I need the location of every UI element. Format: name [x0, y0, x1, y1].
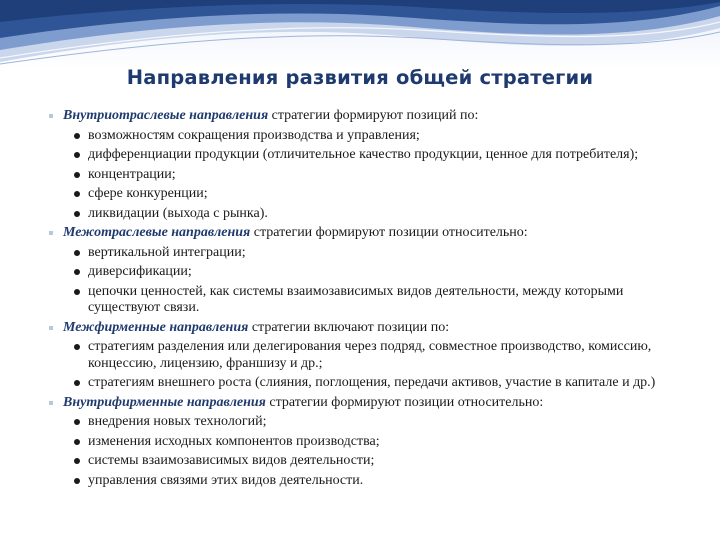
- section-bullet-icon: [49, 114, 53, 118]
- section-text: стратегии формируют позиции относительно:: [250, 225, 528, 240]
- list-item: возможностям сокращения производства и управления;: [46, 128, 676, 145]
- section-text: стратегии формируют позиции относительно:: [265, 394, 544, 410]
- bullet-dot-icon: [74, 152, 80, 158]
- bullet-dot-icon: [74, 439, 80, 445]
- bullet-dot-icon: [74, 250, 80, 256]
- list-item: внедрения новых технологий;: [46, 414, 676, 431]
- section-heading: Межотраслевые направления: [63, 225, 251, 240]
- bullet-dot-icon: [74, 211, 80, 217]
- header-wave-decoration: [0, 0, 720, 70]
- bullet-dot-icon: [74, 172, 80, 178]
- list-item: диверсификации;: [46, 264, 676, 281]
- bullet-list: [46, 414, 676, 489]
- list-item: цепочки ценностей, как системы взаимозависимых видов деятельности, между которыми существуют связи.: [46, 284, 676, 317]
- list-item: изменения исходных компонентов производства;: [46, 434, 676, 451]
- section-heading: Внутрифирменные направления: [63, 394, 266, 410]
- section-text: стратегии формируют позиций по:: [268, 108, 479, 123]
- bullet-dot-icon: [74, 478, 80, 484]
- section-bullet-icon: [49, 231, 53, 235]
- bullet-dot-icon: [74, 269, 80, 275]
- section-inter-firm: [46, 320, 676, 337]
- bullet-dot-icon: [74, 380, 80, 386]
- bullet-dot-icon: [74, 419, 80, 425]
- list-item: сфере конкуренции;: [46, 186, 676, 203]
- list-item: концентрации;: [46, 167, 676, 184]
- list-item: стратегиям разделения или делегирования через подряд, совместное производство, комиссию, концессию, лицензию, франшизу и др.;: [46, 339, 676, 372]
- bullet-list: [46, 339, 676, 392]
- bullet-list: [46, 245, 676, 317]
- section-bullet-icon: [49, 401, 53, 405]
- bullet-dot-icon: [74, 458, 80, 464]
- section-bullet-icon: [49, 326, 53, 330]
- list-item: ликвидации (выхода с рынка).: [46, 206, 676, 223]
- list-item: системы взаимозависимых видов деятельности;: [46, 453, 676, 470]
- bullet-dot-icon: [74, 191, 80, 197]
- section-heading: Межфирменные направления: [63, 319, 249, 335]
- bullet-dot-icon: [74, 344, 80, 350]
- section-intra-firm: [46, 395, 676, 412]
- bullet-dot-icon: [74, 289, 80, 295]
- section-heading: Внутриотраслевые направления: [63, 108, 269, 123]
- list-item: вертикальной интеграции;: [46, 245, 676, 262]
- bullet-dot-icon: [74, 133, 80, 139]
- section-text: стратегии включают позиции по:: [248, 319, 450, 335]
- section-intra-industry: [46, 108, 676, 125]
- slide-title: Направления развития общей стратегии: [126, 66, 594, 89]
- list-item: стратегиям внешнего роста (слияния, поглощения, передачи активов, участие в капитале и др.): [46, 375, 676, 392]
- slide-body: [46, 105, 676, 489]
- list-item: управления связями этих видов деятельности.: [46, 473, 676, 490]
- bullet-list: [46, 128, 676, 223]
- list-item: дифференциации продукции (отличительное качество продукции, ценное для потребителя);: [46, 147, 676, 164]
- section-inter-industry: [46, 225, 676, 242]
